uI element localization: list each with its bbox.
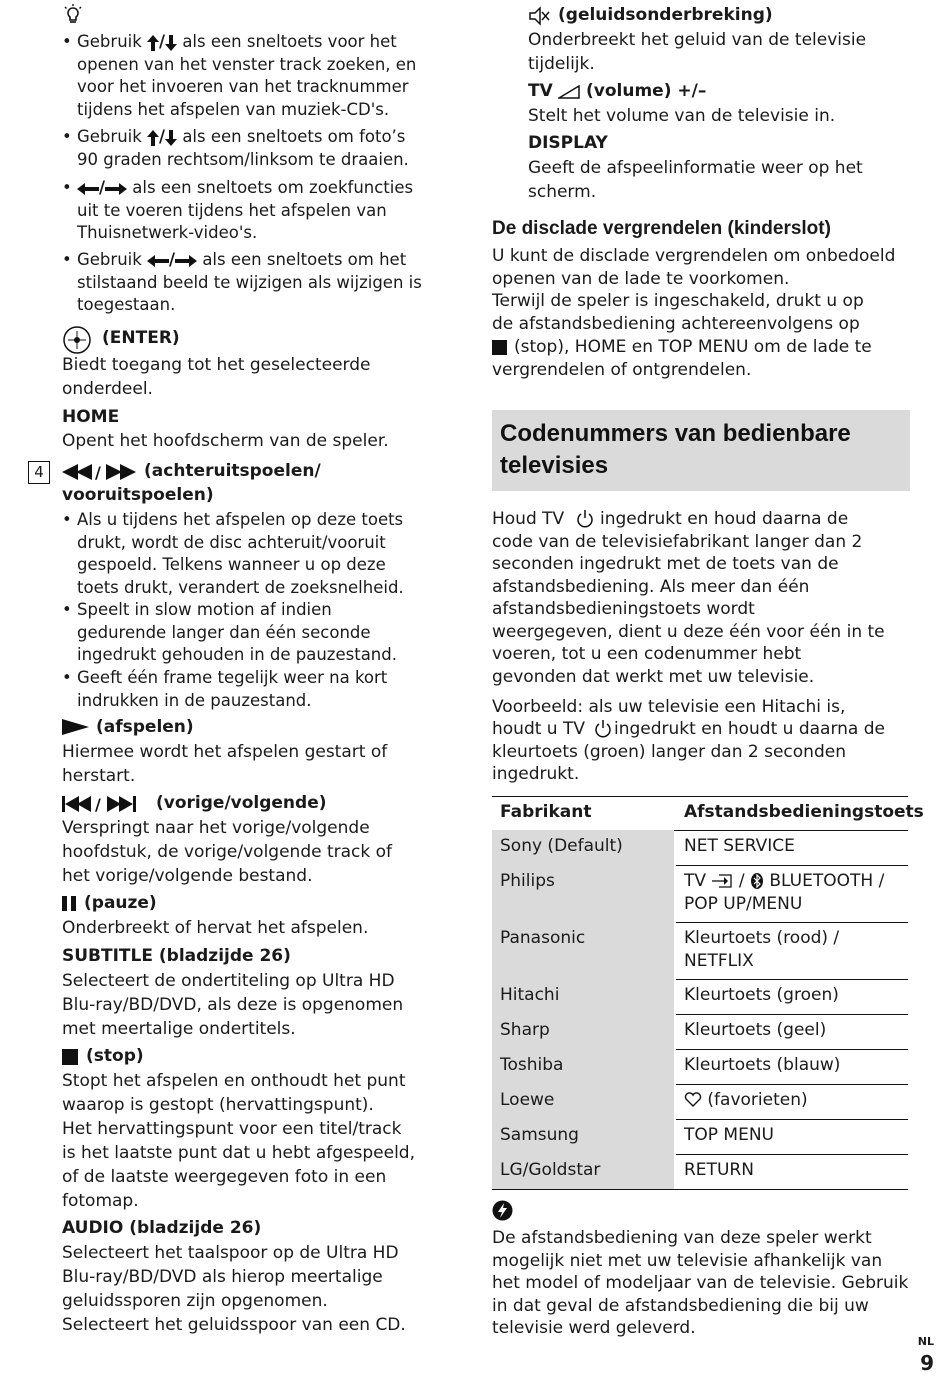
- codes-text-2: code van de televisiefabrikant langer dan 2: [492, 532, 863, 552]
- table-header-manufacturer: Fabrikant: [500, 802, 592, 822]
- stop-text-5: of de laatste weergegeven foto in een: [62, 1167, 387, 1187]
- rewind-forward-icon: [62, 464, 138, 480]
- childlock-text-6: vergrendelen of ontgrendelen.: [492, 360, 752, 380]
- prevnext-text-3: het vorige/volgende bestand.: [62, 866, 313, 886]
- mute-speaker-icon: [528, 6, 550, 26]
- svg-text:/: /: [95, 796, 101, 812]
- table-cell-button: Kleurtoets (blauw): [684, 1055, 841, 1075]
- play-heading: (afspelen): [96, 717, 194, 737]
- example-text-3: kleurtoets (groen) langer dan 2 seconden: [492, 742, 846, 762]
- table-cell-manufacturer: Loewe: [492, 1084, 674, 1119]
- codes-text-7: voeren, tot u een codenummer hebt: [492, 644, 802, 664]
- enter-heading: (ENTER): [102, 328, 180, 348]
- bullet-dot: •: [62, 510, 72, 529]
- table-header-button: Afstandsbedieningstoets: [684, 802, 924, 822]
- table-cell-manufacturer: Philips: [492, 865, 674, 922]
- table-cell-manufacturer: Hitachi: [492, 979, 674, 1014]
- warning-note-icon: [492, 1200, 513, 1221]
- heart-icon: [684, 1092, 702, 1108]
- childlock-text-2: openen van de lade te voorkomen.: [492, 269, 790, 289]
- play-text-2: herstart.: [62, 766, 136, 786]
- bullet-dot: •: [62, 250, 72, 269]
- enter-circle-icon: [62, 325, 92, 355]
- codes-text-3: seconden ingedrukt met de toets van de: [492, 554, 839, 574]
- subtitle-text-1: Selecteert de ondertiteling op Ultra HD: [62, 971, 395, 991]
- stop-icon: [492, 340, 507, 355]
- enter-text-1: Biedt toegang tot het geselecteerde: [62, 355, 371, 375]
- subtitle-text-3: met meertalige ondertitels.: [62, 1019, 296, 1039]
- audio-text-2: Blu-ray/BD/DVD als hierop meertalige: [62, 1267, 383, 1287]
- power-icon: [594, 719, 612, 739]
- power-icon: [576, 509, 594, 529]
- table-cell-button: RETURN: [684, 1160, 754, 1180]
- note-text-5: televisie werd geleverd.: [492, 1318, 696, 1338]
- bluetooth-icon: [750, 873, 764, 889]
- table-cell-manufacturer: Sharp: [492, 1014, 674, 1049]
- audio-text-3: geluidssporen zijn opgenomen.: [62, 1291, 328, 1311]
- prevnext-heading: (vorige/volgende): [156, 793, 327, 813]
- mute-text-2: tijdelijk.: [528, 54, 595, 74]
- arrow-keys-icon: /: [147, 250, 197, 269]
- display-text-2: scherm.: [528, 182, 597, 202]
- language-code: NL: [917, 1335, 934, 1348]
- table-cell-button: TOP MENU: [684, 1125, 774, 1145]
- prevnext-text-1: Verspringt naar het vorige/volgende: [62, 818, 370, 838]
- page-number: 9: [920, 1351, 934, 1375]
- table-cell-manufacturer: Toshiba: [492, 1049, 674, 1084]
- home-heading: HOME: [62, 407, 120, 427]
- note-text-2: mogelijk niet met uw televisie afhankelijk van: [492, 1251, 883, 1271]
- volume-wedge-icon: [558, 85, 580, 99]
- prev-next-icon: [62, 796, 150, 812]
- example-text-1: Voorbeeld: als uw televisie een Hitachi is,: [492, 697, 846, 717]
- stop-text-4: is het laatste punt dat u hebt afgespeeld,: [62, 1143, 415, 1163]
- stop-text-1: Stopt het afspelen en onthoudt het punt: [62, 1071, 406, 1091]
- volume-heading-tv: TV: [528, 81, 553, 101]
- lightbulb-hint-icon: [62, 4, 84, 26]
- pause-icon: [62, 896, 78, 911]
- table-cell-button: Kleurtoets (groen): [684, 985, 839, 1005]
- table-cell-manufacturer: Samsung: [492, 1119, 674, 1154]
- table-cell-button: Kleurtoets (geel): [684, 1020, 827, 1040]
- table-cell-button: NET SERVICE: [684, 836, 795, 856]
- mute-text-1: Onderbreekt het geluid van de televisie: [528, 30, 867, 50]
- enter-text-2: onderdeel.: [62, 379, 153, 399]
- ffrw-heading-1: (achteruitspoelen/: [144, 461, 321, 481]
- play-icon: [62, 719, 90, 735]
- table-cell-button: Kleurtoets (rood) / NETFLIX: [684, 928, 840, 971]
- volume-heading: (volume) +/–: [586, 81, 707, 101]
- section-title-band: [492, 410, 910, 491]
- display-text-1: Geeft de afspeelinformatie weer op het: [528, 158, 863, 178]
- mute-heading: (geluidsonderbreking): [558, 5, 773, 25]
- pause-text: Onderbreekt of hervat het afspelen.: [62, 918, 369, 938]
- bullet-dot: •: [62, 178, 72, 197]
- codes-text-4: afstandsbediening. Als meer dan één: [492, 577, 810, 597]
- note-text-3: het model of modeljaar van de televisie. Gebruik: [492, 1273, 909, 1293]
- table-cell-manufacturer: Panasonic: [492, 922, 674, 979]
- audio-text-4: Selecteert het geluidsspoor van een CD.: [62, 1315, 406, 1335]
- example-text-2b: ingedrukt en houdt u daarna de: [614, 719, 886, 739]
- prevnext-text-2: hoofdstuk, de vorige/volgende track of: [62, 842, 393, 862]
- stop-text-3: Het hervattingspunt voor een titel/track: [62, 1119, 402, 1139]
- codes-text-6: weergegeven, dient u deze één voor één in te: [492, 622, 885, 642]
- codes-text-8: gevonden dat werkt met uw televisie.: [492, 667, 815, 687]
- volume-text: Stelt het volume van de televisie in.: [528, 106, 836, 126]
- section-title-1: Codenummers van bedienbare: [500, 420, 851, 447]
- subtitle-text-2: Blu-ray/BD/DVD, als deze is opgenomen: [62, 995, 404, 1015]
- input-icon: [711, 873, 733, 889]
- pause-heading: (pauze): [84, 893, 157, 913]
- play-text-1: Hiermee wordt het afspelen gestart of: [62, 742, 388, 762]
- home-text: Opent het hoofdscherm van de speler.: [62, 431, 389, 451]
- childlock-text-3: Terwijl de speler is ingeschakeld, drukt u op: [492, 291, 864, 311]
- stop-text-2: waarop is gestopt (hervattingspunt).: [62, 1095, 374, 1115]
- table-cell-button: TV / BLUETOOTH / POP UP/MENU: [684, 871, 885, 914]
- ffrw-heading-2: vooruitspoelen): [62, 485, 214, 505]
- note-text-1: De afstandsbediening van deze speler werkt: [492, 1228, 872, 1248]
- bullet-dot: •: [62, 127, 72, 146]
- section-title-2: televisies: [500, 452, 609, 479]
- codes-text-1b: ingedrukt en houd daarna de: [600, 509, 849, 529]
- example-text-4: ingedrukt.: [492, 764, 580, 784]
- bullet-dot: •: [62, 600, 72, 619]
- codes-text-1a: Houd TV: [492, 509, 565, 529]
- childlock-text-4: de afstandsbediening achtereenvolgens op: [492, 314, 860, 334]
- arrow-keys-icon: /: [147, 32, 177, 51]
- note-text-4: in dat geval de afstandsbediening die bij uw: [492, 1296, 869, 1316]
- bullet-dot: •: [62, 668, 72, 687]
- table-cell-manufacturer: Sony (Default): [492, 830, 674, 865]
- stop-icon: [62, 1049, 78, 1065]
- codes-text-5: afstandsbedieningstoets wordt: [492, 599, 755, 619]
- item-number-box: 4: [28, 461, 50, 484]
- arrow-keys-icon: /: [147, 127, 177, 146]
- example-text-2a: houdt u TV: [492, 719, 586, 739]
- bullet-dot: •: [62, 32, 72, 51]
- arrow-keys-icon: /: [77, 178, 127, 197]
- stop-heading: (stop): [86, 1046, 144, 1066]
- table-cell-manufacturer: LG/Goldstar: [492, 1154, 674, 1189]
- svg-text:/: /: [95, 464, 101, 480]
- table-cell-button: (favorieten): [676, 1084, 908, 1119]
- audio-heading: AUDIO (bladzijde 26): [62, 1218, 262, 1238]
- stop-text-6: fotomap.: [62, 1191, 139, 1211]
- subtitle-heading: SUBTITLE (bladzijde 26): [62, 946, 291, 966]
- childlock-title: De disclade vergrendelen (kinderslot): [492, 218, 831, 239]
- audio-text-1: Selecteert het taalspoor op de Ultra HD: [62, 1243, 399, 1263]
- childlock-text-5: (stop), HOME en TOP MENU om de lade te: [514, 337, 872, 357]
- childlock-text-1: U kunt de disclade vergrendelen om onbedoeld: [492, 246, 896, 266]
- display-heading: DISPLAY: [528, 133, 608, 153]
